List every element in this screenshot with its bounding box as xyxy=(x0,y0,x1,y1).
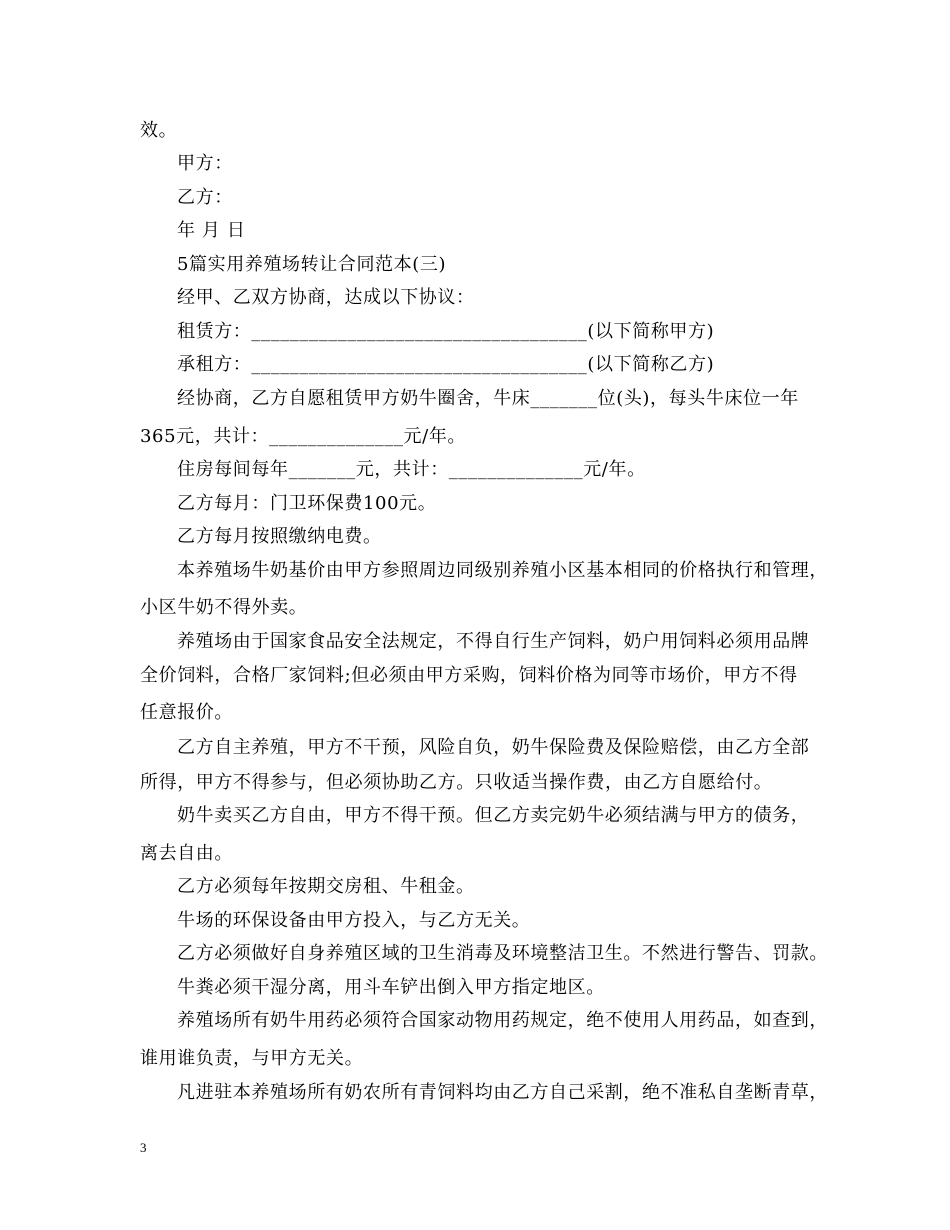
text-line: 乙方自主养殖，甲方不干预，风险自负，奶牛保险费及保险赔偿，由乙方全部 xyxy=(177,737,810,758)
text-line: 牛场的环保设备由甲方投入，与乙方无关。 xyxy=(177,910,531,931)
text-line: 甲方： xyxy=(177,153,233,174)
text-line: 本养殖场牛奶基价由甲方参照周边同级别养殖小区基本相同的价格执行和管理， xyxy=(177,560,828,581)
text-line: 租赁方：___________________________________(以下简称甲方) xyxy=(177,321,715,342)
text-line: 谁用谁负责，与甲方无关。 xyxy=(140,1048,364,1069)
text-line: 效。 xyxy=(140,120,178,141)
text-line: 养殖场所有奶牛用药必须符合国家动物用药规定，绝不使用人用药品，如查到， xyxy=(177,1010,828,1031)
text-line: 年 月 日 xyxy=(177,220,246,241)
text-line: 乙方必须做好自身养殖区域的卫生消毒及环境整洁卫生。不然进行警告、罚款。 xyxy=(177,943,828,964)
text-line: 任意报价。 xyxy=(140,702,233,723)
text-line: 养殖场由于国家食品安全法规定，不得自行生产饲料，奶户用饲料必须用品牌 xyxy=(177,631,810,652)
text-line: 承租方：___________________________________(以下简称乙方) xyxy=(177,354,715,375)
text-line: 奶牛卖买乙方自由，甲方不得干预。但乙方卖完奶牛必须结满与甲方的债务， xyxy=(177,805,810,826)
text-line: 凡进驻本养殖场所有奶农所有青饲料均由乙方自己采割，绝不准私自垄断青草， xyxy=(177,1082,828,1103)
text-line: 365元，共计：______________元/年。 xyxy=(140,426,467,447)
text-line: 全价饲料，合格厂家饲料;但必须由甲方采购，饲料价格为同等市场价，甲方不得 xyxy=(140,665,798,686)
text-line: 乙方每月：门卫环保费100元。 xyxy=(177,493,437,514)
text-line: 经协商，乙方自愿租赁甲方奶牛圈舍，牛床_______位(头)，每头牛床位一年 xyxy=(177,388,799,409)
text-line: 小区牛奶不得外卖。 xyxy=(140,597,308,618)
text-line: 住房每间每年_______元，共计：______________元/年。 xyxy=(177,459,646,480)
text-line: 经甲、乙双方协商，达成以下协议： xyxy=(177,287,475,308)
text-line: 所得，甲方不得参与，但必须协助乙方。只收适当操作费，由乙方自愿给付。 xyxy=(140,772,773,793)
text-line: 离去自由。 xyxy=(140,843,233,864)
page-number: 3 xyxy=(140,1140,147,1155)
text-line: 乙方： xyxy=(177,187,233,208)
text-line: 乙方每月按照缴纳电费。 xyxy=(177,526,382,547)
text-line: 牛粪必须干湿分离，用斗车铲出倒入甲方指定地区。 xyxy=(177,977,605,998)
text-line: 乙方必须每年按期交房租、牛租金。 xyxy=(177,876,475,897)
section-title: 5篇实用养殖场转让合同范本(三) xyxy=(177,254,447,275)
